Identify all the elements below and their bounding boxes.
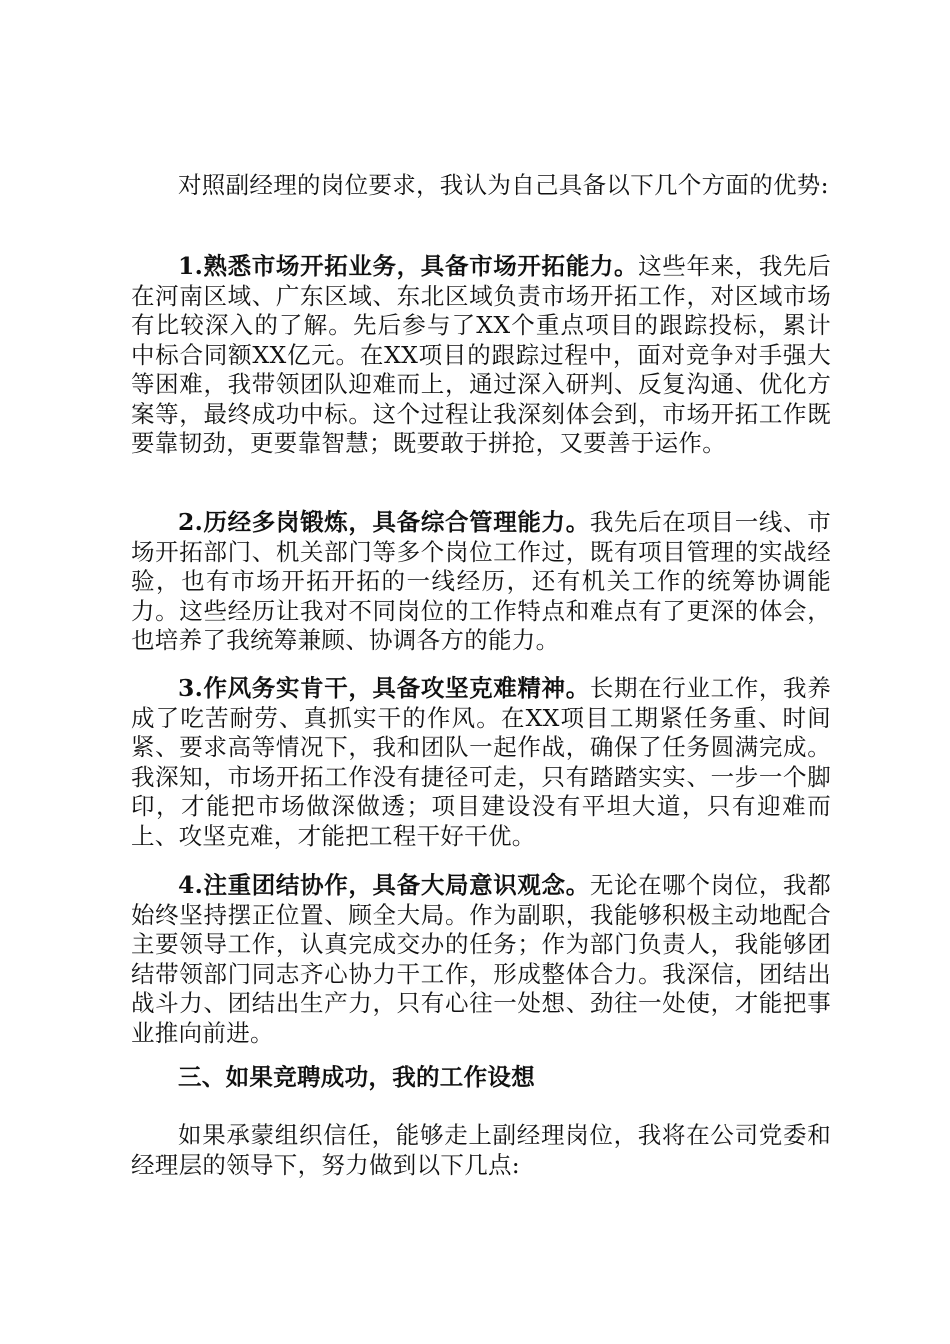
strength-title-2: 2.历经多岗锻炼，具备综合管理能力。 bbox=[178, 508, 590, 536]
strength-title-4: 4.注重团结协作，具备大局意识观念。 bbox=[178, 871, 590, 899]
closing-paragraph: 如果承蒙组织信任，能够走上副经理岗位，我将在公司党委和经理层的领导下，努力做到以下几点: bbox=[131, 1121, 831, 1179]
strength-paragraph-1 bbox=[131, 252, 831, 459]
strength-paragraph-4 bbox=[131, 871, 831, 1048]
strength-paragraph-2 bbox=[131, 508, 831, 656]
strength-body-3: 长期在行业工作，我养成了吃苦耐劳、真抓实干的作风。在XX项目工期紧任务重、时间紧、要求高等情况下，我和团队一起作战，确保了任务圆满完成。我深知，市场开拓工作没有捷径可走，只有踏踏实实、一步一个脚印，才能把市场做深做透；项目建设没有平坦大道，只有迎难而上、攻坚克难，才能把工程干好干优。 bbox=[131, 674, 831, 850]
strength-title-1: 1.熟悉市场开拓业务，具备市场开拓能力。 bbox=[178, 252, 639, 280]
strength-body-2: 我先后在项目一线、市场开拓部门、机关部门等多个岗位工作过，既有项目管理的实战经验，也有市场开拓开拓的一线经历，还有机关工作的统筹协调能力。这些经历让我对不同岗位的工作特点和难点有了更深的体会，也培养了我统筹兼顾、协调各方的能力。 bbox=[131, 508, 831, 654]
strength-paragraph-3 bbox=[131, 674, 831, 851]
strength-title-3: 3.作风务实肯干，具备攻坚克难精神。 bbox=[178, 674, 590, 702]
strength-body-4: 无论在哪个岗位，我都始终坚持摆正位置、顾全大局。作为副职，我能够积极主动地配合主要领导工作，认真完成交办的任务；作为部门负责人，我能够团结带领部门同志齐心协力干工作，形成整体合力。我深信，团结出战斗力、团结出生产力，只有心往一处想、劲往一处使，才能把事业推向前进。 bbox=[131, 871, 831, 1047]
section-heading: 三、如果竞聘成功，我的工作设想 bbox=[178, 1063, 535, 1091]
strength-body-1: 这些年来，我先后在河南区域、广东区域、东北区域负责市场开拓工作，对区域市场有比较深入的了解。先后参与了XX个重点项目的跟踪投标，累计中标合同额XX亿元。在XX项目的跟踪过程中，面对竞争对手强大等困难，我带领团队迎难而上，通过深入研判、反复沟通、优化方案等，最终成功中标。这个过程让我深刻体会到，市场开拓工作既要靠韧劲，更要靠智慧；既要敢于拼抢，又要善于运作。 bbox=[131, 252, 831, 457]
intro-paragraph: 对照副经理的岗位要求，我认为自己具备以下几个方面的优势: bbox=[178, 171, 829, 199]
